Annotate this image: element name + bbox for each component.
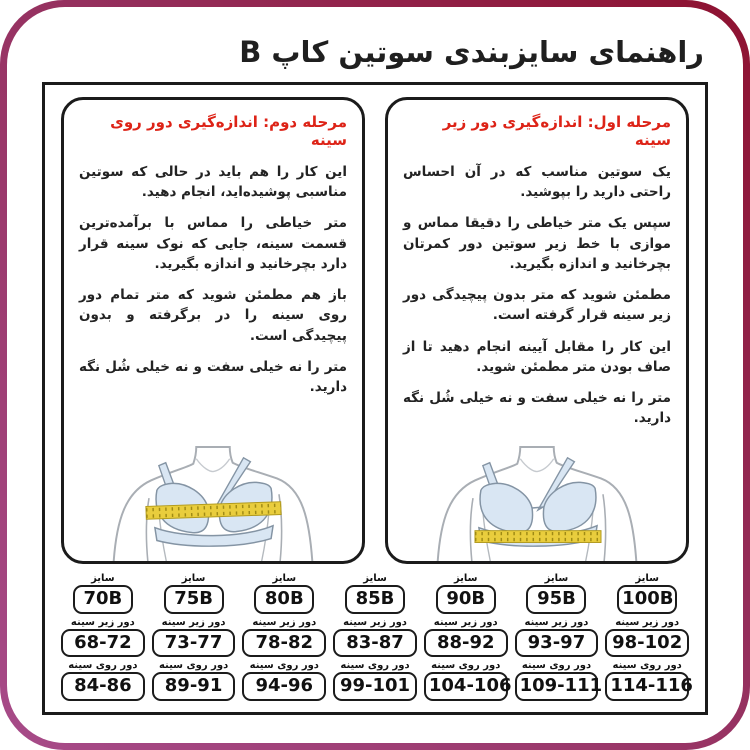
size-value: 70B: [73, 585, 133, 614]
size-column: [424, 572, 512, 704]
under-bust-label: دور زیر سینه: [524, 616, 589, 628]
size-label: سایز: [453, 572, 478, 584]
step1-paragraph: مطمئن شوید که متر بدون پیچیدگی دور زیر سینه قرار گرفته است.: [403, 287, 671, 324]
over-bust-label: دور روی سینه: [431, 660, 501, 672]
under-bust-value: 88-92: [424, 629, 508, 658]
over-bust-label: دور روی سینه: [249, 660, 319, 672]
measuring-tape-over-bust: [146, 501, 281, 519]
step1-paragraph: متر را نه خیلی سفت و نه خیلی شُل نگه دارید.: [403, 390, 671, 427]
size-column: [242, 573, 326, 704]
size-label: سایز: [91, 572, 115, 584]
size-column: [515, 572, 603, 704]
under-bust-label: دور زیر سینه: [70, 616, 135, 628]
over-bust-value: 89-91: [152, 672, 236, 701]
size-label: سایز: [544, 572, 569, 584]
over-bust-value: 109-111: [515, 672, 599, 701]
size-value: 75B: [164, 585, 224, 614]
step1-panel: [385, 97, 689, 564]
step2-paragraph: این کار را هم باید در حالی که سوتین مناسبی پوشیده‌اید، انجام دهید.: [79, 163, 347, 201]
over-bust-label: دور روی سینه: [612, 660, 682, 672]
step1-heading: مرحله اول: اندازه‌گیری دور زیر سینه: [442, 112, 671, 149]
under-bust-label: دور زیر سینه: [433, 616, 498, 628]
under-bust-value: 93-97: [515, 629, 599, 658]
over-bust-label: دور روی سینه: [521, 660, 592, 672]
over-bust-value: 114-116: [605, 672, 689, 701]
size-value: 85B: [345, 585, 405, 614]
step1-paragraph: سپس یک متر خیاطی را دقیقا مماس و موازی با خط زیر سوتین دور کمرتان بچرخانید و اندازه بگیرید.: [403, 215, 671, 272]
step1-paragraph: این کار را مقابل آیینه انجام دهید تا از صاف بودن متر مطمئن شوید.: [403, 338, 671, 375]
size-column: [152, 573, 236, 704]
over-bust-label: دور روی سینه: [158, 660, 229, 672]
card: [7, 7, 743, 743]
size-table: [61, 564, 693, 704]
steps-panels: [61, 97, 689, 564]
under-bust-label: دور زیر سینه: [161, 616, 226, 628]
step1-paragraph: یک سوتین مناسب که در آن احساس راحتی دارید را بپوشید.: [403, 163, 671, 201]
over-bust-label: دور روی سینه: [68, 660, 138, 672]
over-bust-label: دور روی سینه: [340, 660, 410, 672]
step2-panel: [61, 97, 365, 564]
under-bust-value: 83-87: [333, 629, 417, 658]
torso-bra-underbust-tape-illustration: [424, 445, 650, 563]
over-bust-value: 84-86: [61, 672, 145, 701]
step2-paragraph: متر را نه خیلی سفت و نه خیلی شُل نگه دارید.: [79, 358, 347, 396]
size-value: 100B: [617, 585, 677, 614]
size-label: سایز: [635, 572, 659, 584]
over-bust-value: 104-106: [424, 672, 508, 701]
over-bust-value: 94-96: [242, 672, 326, 701]
step2-heading: مرحله دوم: اندازه‌گیری دور روی سینه: [110, 112, 347, 149]
size-column: [61, 573, 145, 704]
under-bust-value: 73-77: [152, 629, 236, 658]
content-box: [42, 82, 708, 715]
size-value: 95B: [526, 585, 586, 614]
under-bust-value: 78-82: [242, 629, 326, 658]
size-column: [605, 572, 693, 704]
step2-paragraph: متر خیاطی را مماس با برآمده‌ترین قسمت سینه، جایی که نوک سینه قرار دارد بچرخانید و اندازه بگیرید.: [79, 215, 347, 272]
under-bust-label: دور زیر سینه: [343, 616, 407, 628]
under-bust-value: 98-102: [605, 629, 689, 658]
measuring-tape-under-bust: [475, 530, 601, 542]
size-value: 90B: [436, 585, 496, 614]
size-column: [333, 573, 417, 704]
over-bust-value: 99-101: [333, 672, 417, 701]
under-bust-value: 68-72: [61, 629, 145, 658]
page-title: راهنمای سایزبندی سوتین کاپ B: [239, 35, 704, 69]
under-bust-label: دور زیر سینه: [252, 616, 317, 628]
under-bust-label: دور زیر سینه: [615, 616, 680, 628]
size-label: سایز: [363, 572, 387, 584]
size-label: سایز: [272, 572, 297, 584]
torso-bra-overbust-tape-illustration: [100, 445, 326, 563]
step2-paragraph: باز هم مطمئن شوید که متر تمام دور روی سینه را در برگرفته و بدون پیچیدگی است.: [79, 287, 347, 344]
size-label: سایز: [181, 572, 206, 584]
size-value: 80B: [254, 585, 314, 614]
